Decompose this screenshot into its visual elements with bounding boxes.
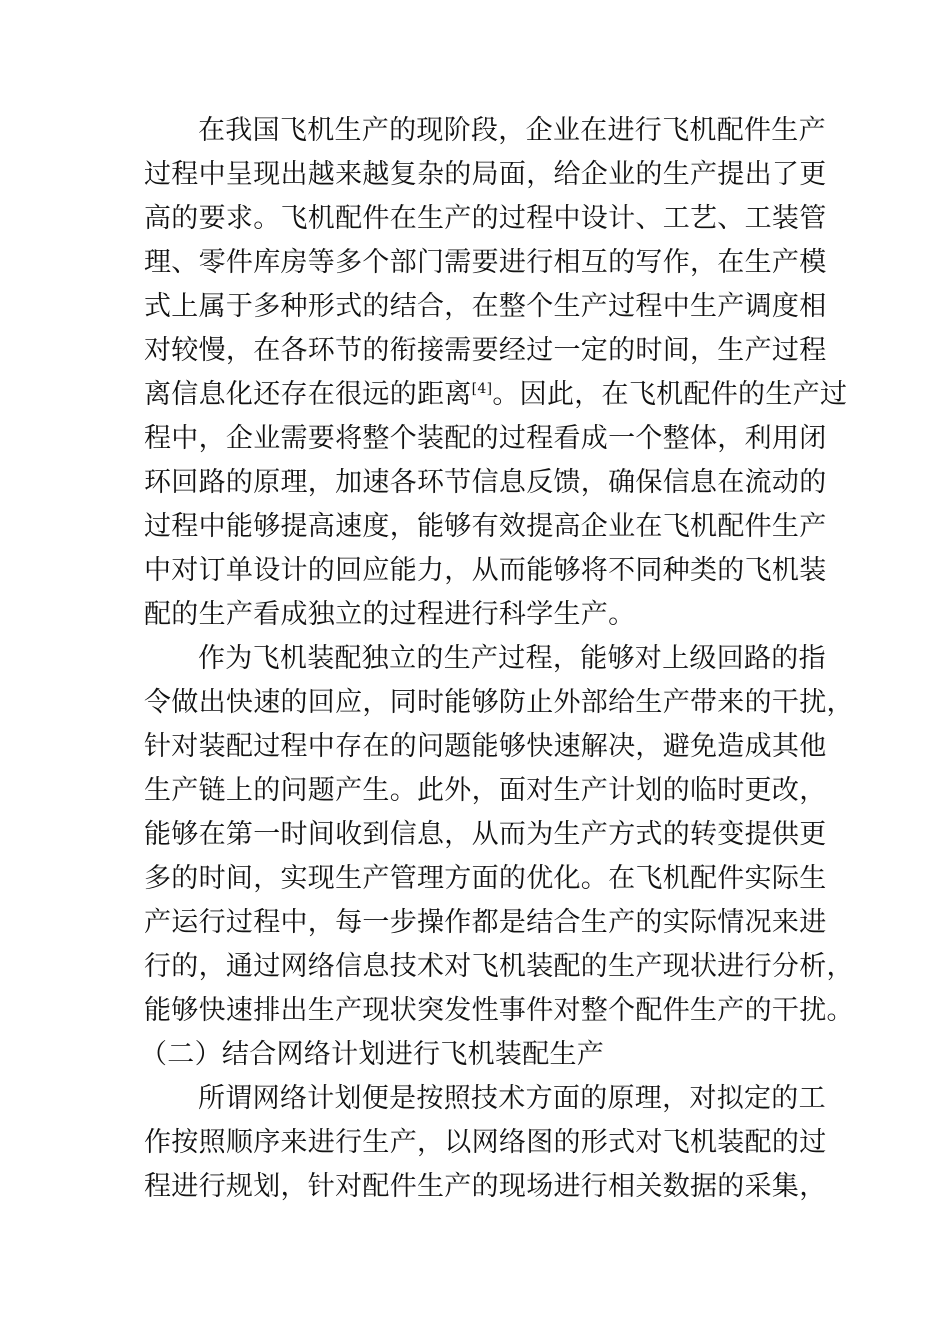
paragraph-1-line-6: 对较慢，在各环节的衔接需要经过一定的时间，生产过程 xyxy=(144,335,827,366)
paragraph-2-line-7: 产运行过程中，每一步操作都是结合生产的实际情况来进 xyxy=(144,907,827,938)
paragraph-2-line-3: 针对装配过程中存在的问题能够快速解决，避免造成其他 xyxy=(144,731,827,762)
paragraph-1-line-4: 理、零件库房等多个部门需要进行相互的写作，在生产模 xyxy=(144,247,827,278)
paragraph-3-line-2: 作按照顺序来进行生产，以网络图的形式对飞机装配的过 xyxy=(144,1127,827,1158)
paragraph-3-line-3: 程进行规划，针对配件生产的现场进行相关数据的采集， xyxy=(144,1171,827,1202)
paragraph-1-line-12: 配的生产看成独立的过程进行科学生产。 xyxy=(144,599,636,630)
paragraph-1-line-3: 高的要求。飞机配件在生产的过程中设计、工艺、工装管 xyxy=(144,203,827,234)
paragraph-1-line-8: 程中，企业需要将整个装配的过程看成一个整体，利用闭 xyxy=(144,423,827,454)
paragraph-2-line-9: 能够快速排出生产现状突发性事件对整个配件生产的干扰。 xyxy=(144,995,854,1026)
paragraph-1-line-2: 过程中呈现出越来越复杂的局面，给企业的生产提出了更 xyxy=(144,159,827,190)
paragraph-1-line-7-text-a: 离信息化还存在很远的距离 xyxy=(144,379,472,410)
paragraph-2-line-8: 行的，通过网络信息技术对飞机装配的生产现状进行分析， xyxy=(144,951,854,982)
paragraph-1-line-7-text-b: 。因此，在飞机配件的生产过 xyxy=(492,379,848,410)
paragraph-2-line-5: 能够在第一时间收到信息，从而为生产方式的转变提供更 xyxy=(144,819,827,850)
paragraph-1-line-11: 中对订单设计的回应能力，从而能够将不同种类的飞机装 xyxy=(144,555,827,586)
paragraph-3-line-1: 所谓网络计划便是按照技术方面的原理，对拟定的工 xyxy=(198,1083,826,1114)
citation-reference: [4] xyxy=(471,381,493,397)
paragraph-2-line-1: 作为飞机装配独立的生产过程，能够对上级回路的指 xyxy=(198,643,826,674)
paragraph-1-line-9: 环回路的原理，加速各环节信息反馈，确保信息在流动的 xyxy=(144,467,827,498)
paragraph-1-line-10: 过程中能够提高速度，能够有效提高企业在飞机配件生产 xyxy=(144,511,827,542)
paragraph-2-line-4: 生产链上的问题产生。此外，面对生产计划的临时更改， xyxy=(144,775,827,806)
paragraph-1-line-1: 在我国飞机生产的现阶段，企业在进行飞机配件生产 xyxy=(198,115,826,146)
paragraph-1-line-7 xyxy=(144,377,847,413)
section-heading: （二）结合网络计划进行飞机装配生产 xyxy=(140,1039,605,1070)
paragraph-2-line-2: 令做出快速的回应，同时能够防止外部给生产带来的干扰， xyxy=(144,687,854,718)
paragraph-2-line-6: 多的时间，实现生产管理方面的优化。在飞机配件实际生 xyxy=(144,863,827,894)
paragraph-1-line-5: 式上属于多种形式的结合，在整个生产过程中生产调度相 xyxy=(144,291,827,322)
